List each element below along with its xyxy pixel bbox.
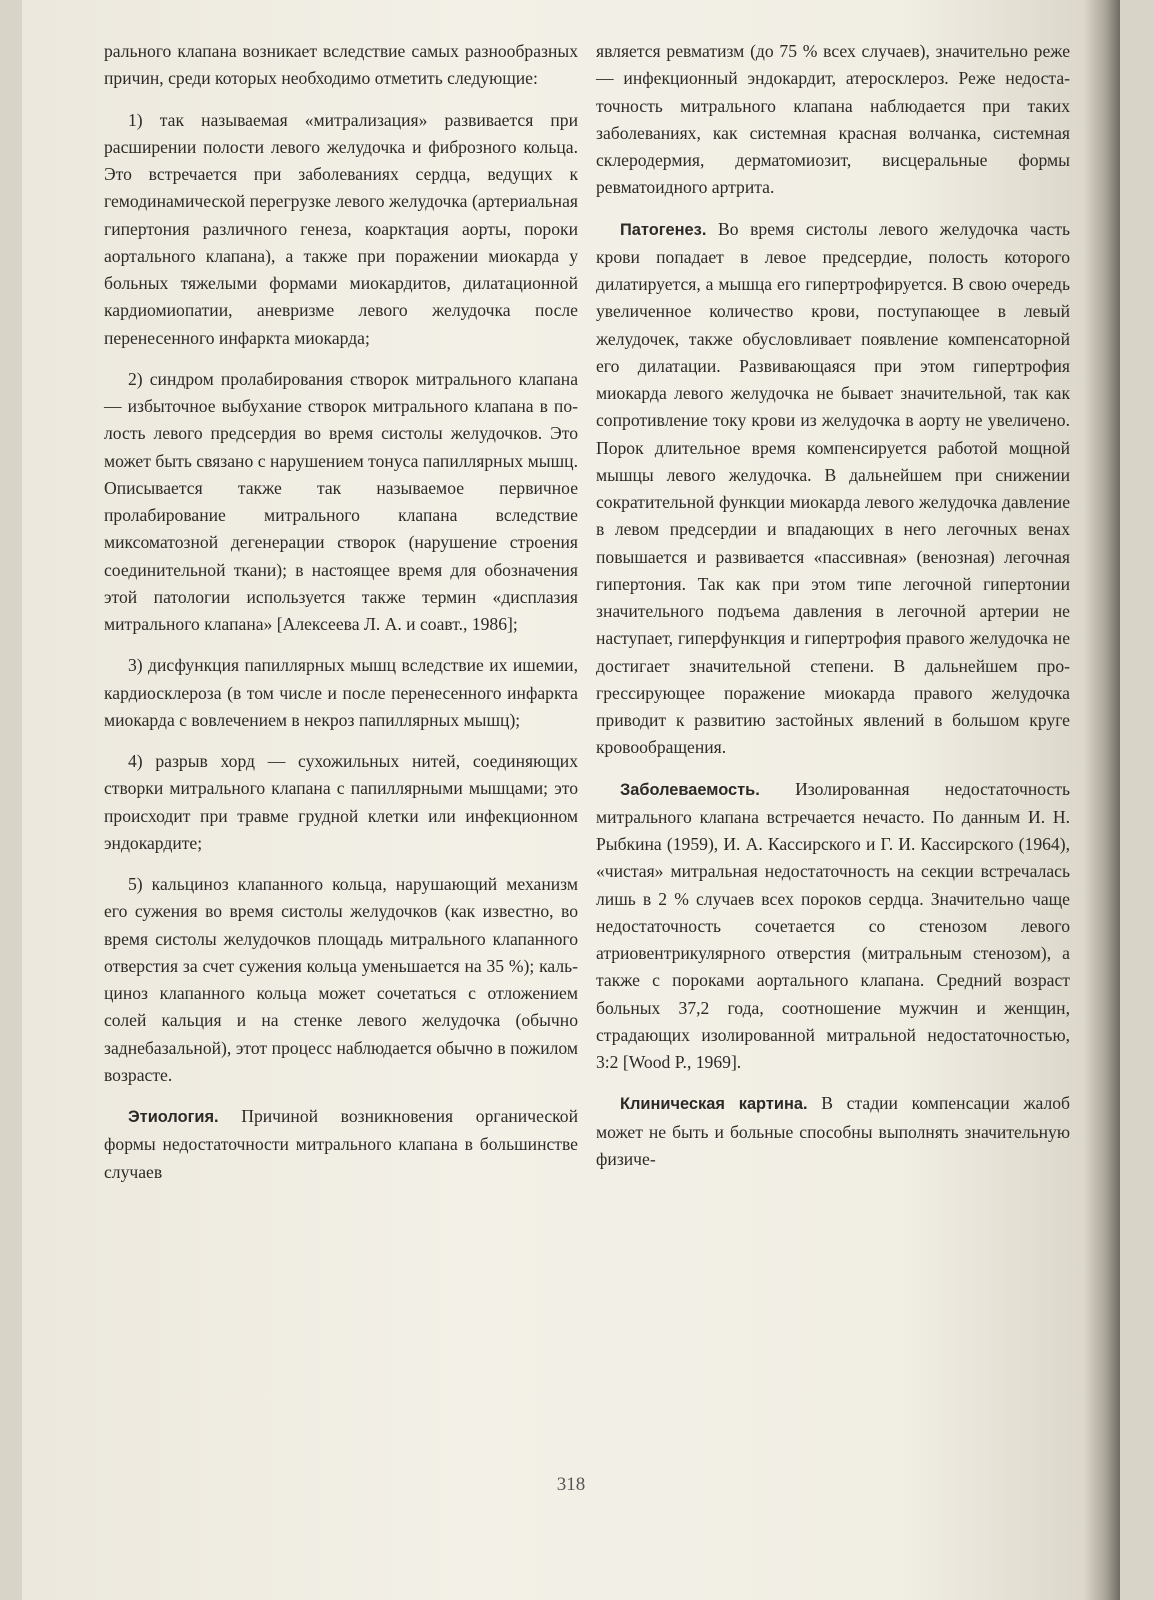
section-clinical-picture (596, 1090, 1070, 1173)
page-number: 318 (556, 1474, 586, 1495)
list-item-chord-rupture: 4) разрыв хорд — сухожильных нитей, соединяющих створки митрального клапана с папиллярными мышцами; это происходит при травме грудной клетки или инфекционном эндокардите; (104, 751, 578, 853)
section-pathogenesis (596, 216, 1070, 762)
heading-pathogenesis: Патогенез. (620, 220, 707, 239)
section-incidence (596, 776, 1070, 1077)
left-column (104, 38, 578, 1186)
heading-etiology: Этиология. (128, 1108, 219, 1126)
heading-clinical-picture: Клиническая картина. (620, 1095, 808, 1114)
right-column (596, 38, 1070, 1173)
book-page (22, 0, 1120, 1600)
pathogenesis-text: Во время систолы левого желудочка часть крови попадает в левое предсердие, полость которого дилатируется, а мышца его гипертрофируется. В свою очередь увеличенное количество крови, поступающее в левый желудочек, также обусловливает появление компенсаторной его дилатации. Развивающаяся при этом гипертрофия миокарда левого желудочка не бывает значительной, так как сопротивление току крови из желудочка в аорту не увеличено. Порок длительное время компенсируется работой мощной мышцы левого желудочка. В дальнейшем при снижении сократительной функции миокарда левого желудочка давление в левом предсердии и впадающих в него легочных венах повышается и развивается «пассивная» (венозная) легочная гипертония. Так как при этом типе легочной гипертонии значительного подъема давления в легочной артерии не наступает, гиперфункция и гипертрофия правого желудочка не достигает значительной степени. В дальнейшем прогрессирующее поражение миокарда правого желудочка приводит к развитию застойных явлений в большом круге кровообращения. (596, 218, 1070, 758)
etiology-text: Причиной возникновения органической формы недостаточности митрального клапана в большинстве случаев (104, 1106, 578, 1182)
list-item-prolapse: 2) синдром пролабирования створок митрального клапана — избыточное выбухание створок митрального клапана в полость левого предсердия во время систолы желудочков. Это может быть связано с нарушением тонуса папиллярных мышц. Описывается также так называемое первичное пролабирование митрального клапана вследствие миксоматозной дегенерации створок (нарушение строения соединительной ткани); в настоящее время для обозначения этой патологии используется также термин «дисплазия митрального клапана» [Алексеева Л. А. и соавт., 1986]; (104, 368, 578, 634)
list-item-calcinosis: 5) кальциноз клапанного кольца, нарушающий механизм его сужения во время систолы желудочков (как известно, во время систолы желудочков площадь митрального клапанного отверстия за счет сужения кольца уменьшается на 35 %); кальциноз клапанного кольца может сочетаться с отложением солей кальция и на стенке левого желудочка (обычно заднебазальной), этот процесс наблюдается обычно в пожилом возрасте. (104, 874, 578, 1085)
incidence-text: Изолированная недостаточность митрального клапана встречается нечасто. По данным И. Н. Рыбкина (1959), И. А. Кассирского и Г. И. Кассирского (1964), «чистая» митральная недостаточность на секции встречалась лишь в 2 % случаев всех пороков сердца. Значительно чаще недостаточность сочетается со стенозом левого атриовентрикулярного отверстия (митральным стенозом), а также с пороками аортального клапана. Средний возраст больных 37,2 года, соотношение мужчин и женщин, страдающих изолированной митральной недостаточностью, 3:2 [Wood P., 1969]. (596, 778, 1070, 1072)
paragraph-etiology-continued: является ревматизм (до 75 % всех случаев), значительно реже — инфекционный эндокардит, атеросклероз. Реже недостаточность митрального клапана наблюдается при таких заболеваниях, как системная красная волчанка, системная склеродермия, дерматомиозит, висцеральные формы ревматоидного артрита. (596, 41, 1070, 198)
page-edge-shadow (1084, 0, 1120, 1600)
heading-incidence: Заболеваемость. (620, 780, 760, 799)
list-item-mitralization: 1) так называемая «митрализация» развивается при расширении полости левого желудочка и фиброзного кольца. Это встречается при заболеваниях сердца, ведущих к гемодинамической перегрузке левого желудочка (артериальная гипертония различного генеза, коарктация аорты, пороки аортального клапана), а также при поражении миокарда у больных тяжелыми формами миокардитов, дилатационной кардиомиопатии, аневризме левого желудочка после перенесенного инфаркта миокарда; (104, 109, 578, 348)
list-item-papillary-dysfunction: 3) дисфункция папиллярных мышц вследствие их ишемии, кардиосклероза (в том числе и после перенесенного инфаркта миокарда с вовлечением в некроз папиллярных мышц); (104, 655, 578, 730)
paragraph-intro: рального клапана возникает вследствие самых разнообразных причин, среди которых необходимо отметить следующие: (104, 41, 578, 89)
section-etiology (104, 1103, 578, 1186)
clinical-picture-text: В стадии компенсации жалоб может не быть и больные способны выполнять значительную физиче- (596, 1093, 1070, 1169)
